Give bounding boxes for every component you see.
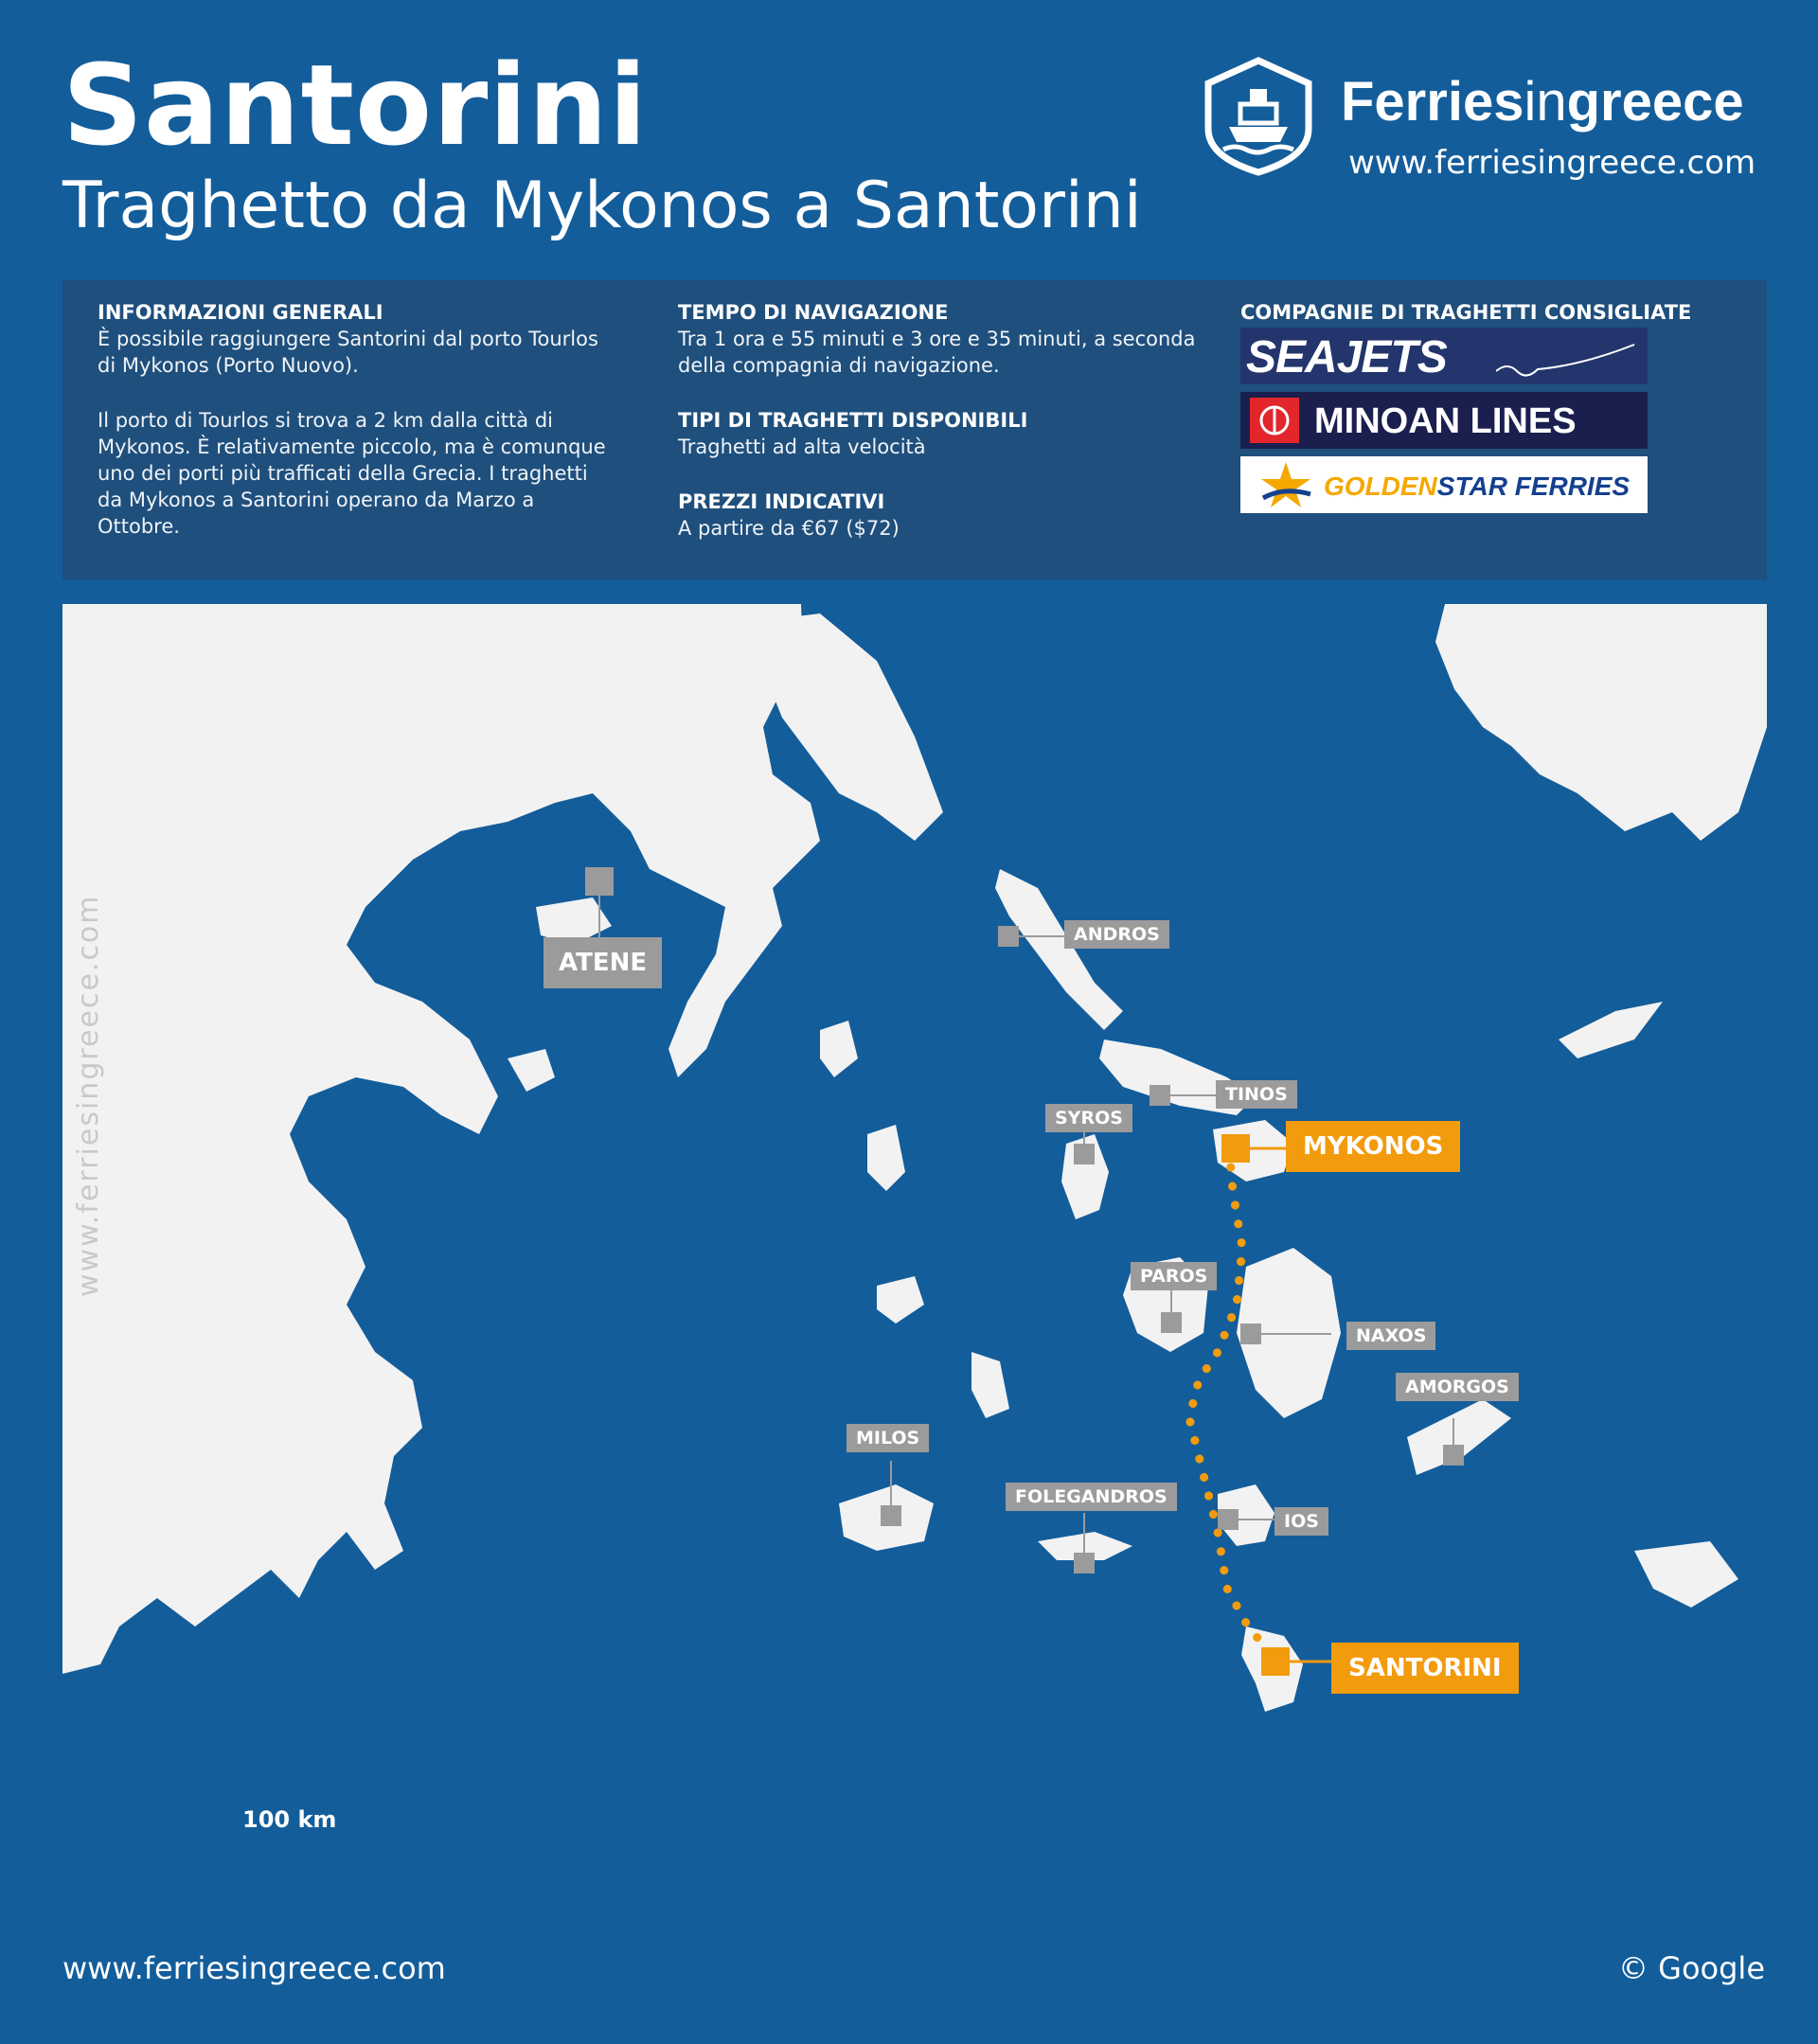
kos-island	[1634, 1541, 1738, 1608]
andros-island	[995, 869, 1123, 1030]
info-panel	[62, 280, 1767, 579]
scale-label: 100 km	[242, 1806, 337, 1833]
map-credit: © Google	[1617, 1950, 1765, 1986]
mainland-greece	[62, 604, 820, 1674]
kythnos-island	[867, 1125, 905, 1191]
wave-icon	[1496, 341, 1638, 379]
label-amorgos: AMORGOS	[1396, 1373, 1519, 1401]
label-atene: ATENE	[544, 937, 662, 988]
general-paragraph-2: Il porto di Tourlos si trova a 2 km dalla città di Mykonos. È relativamente piccolo, ma è comunque uno dei porti più trafficati della Grecia. I traghetti da Mykonos a Santorini operano da Marzo a Ottobre.	[98, 409, 606, 538]
companies-heading: COMPAGNIE DI TRAGHETTI CONSIGLIATE	[1240, 301, 1692, 324]
star-icon	[1257, 460, 1314, 509]
general-info-column	[98, 299, 609, 568]
footer-url[interactable]: www.ferriesingreece.com	[62, 1950, 446, 1986]
ship-shield-icon	[1197, 55, 1320, 178]
label-syros: SYROS	[1045, 1104, 1132, 1132]
turkey-coast	[1435, 604, 1767, 841]
label-naxos: NAXOS	[1346, 1322, 1435, 1350]
kea-island	[820, 1021, 858, 1077]
golden-star-ferries-logo[interactable]: GOLDENSTAR FERRIES	[1240, 456, 1648, 513]
map-area	[62, 604, 1767, 1750]
minoan-emblem-icon	[1250, 398, 1299, 443]
prices-heading: PREZZI INDICATIVI	[678, 490, 885, 513]
types-heading: TIPI DI TRAGHETTI DISPONIBILI	[678, 409, 1028, 432]
ikaria-island	[1559, 1002, 1663, 1058]
label-ios: IOS	[1274, 1507, 1328, 1536]
brand-url[interactable]: www.ferriesingreece.com	[1348, 144, 1756, 182]
label-mykonos: MYKONOS	[1286, 1121, 1460, 1172]
general-heading: INFORMAZIONI GENERALI	[98, 301, 383, 324]
page-subtitle: Traghetto da Mykonos a Santorini	[62, 169, 1142, 243]
label-paros: PAROS	[1131, 1262, 1217, 1290]
page-title: Santorini	[62, 40, 649, 170]
travel-info-column	[678, 299, 1227, 570]
sifnos-island	[971, 1352, 1009, 1418]
label-folegandros: FOLEGANDROS	[1006, 1483, 1177, 1511]
serifos-island	[877, 1276, 924, 1324]
general-paragraph-1: È possibile raggiungere Santorini dal porto Tourlos di Mykonos (Porto Nuovo).	[98, 328, 598, 377]
seajets-logo[interactable]: SEAJETS	[1240, 328, 1648, 384]
aegina-island	[508, 1049, 555, 1092]
ferry-route	[1189, 1148, 1277, 1662]
label-santorini: SANTORINI	[1331, 1643, 1519, 1694]
brand-logo[interactable]	[1197, 55, 1765, 187]
types-text: Traghetti ad alta velocità	[678, 435, 926, 458]
time-heading: TEMPO DI NAVIGAZIONE	[678, 301, 949, 324]
label-tinos: TINOS	[1216, 1080, 1297, 1109]
label-milos: MILOS	[847, 1424, 929, 1452]
label-andros: ANDROS	[1064, 920, 1169, 949]
vertical-watermark: www.ferriesingreece.com	[72, 894, 105, 1297]
minoan-lines-logo[interactable]: MINOAN LINES	[1240, 392, 1648, 449]
prices-text: A partire da €67 ($72)	[678, 517, 900, 540]
time-text: Tra 1 ora e 55 minuti e 3 ore e 35 minuti, a seconda della compagnia di navigazione.	[678, 328, 1196, 377]
brand-name: Ferriesingreece	[1341, 71, 1744, 133]
